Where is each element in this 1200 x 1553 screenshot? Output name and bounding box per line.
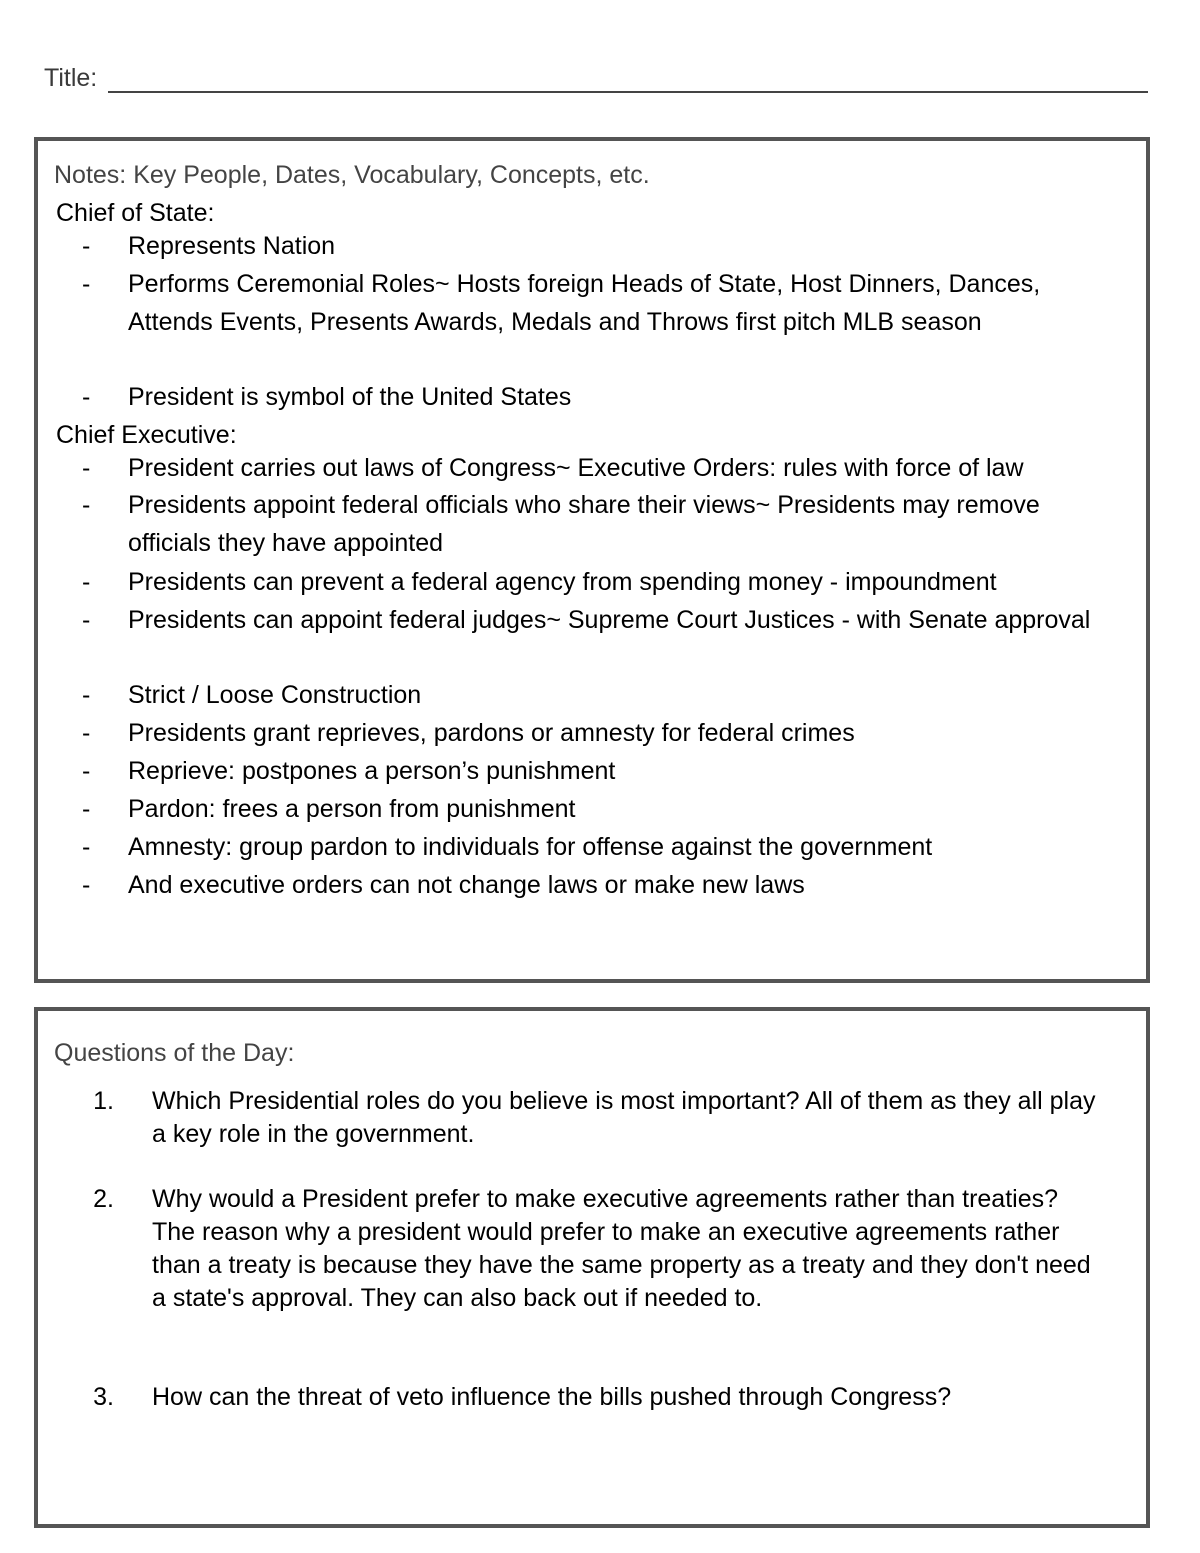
question-text: Which Presidential roles do you believe is most important? All of them as they all play a key role in the government. [152, 1087, 1096, 1148]
list-item [82, 867, 1122, 905]
question-number: 1. [93, 1087, 114, 1115]
question-item [78, 1085, 1098, 1151]
bullet-text: Presidents grant reprieves, pardons or amnesty for federal crimes [128, 719, 855, 747]
bullet-text: Presidents can prevent a federal agency from spending money - impoundment [128, 568, 997, 596]
bullet-dash: - [82, 383, 91, 411]
list-item [82, 677, 1122, 715]
list-item [82, 715, 1122, 753]
list-item [82, 450, 1122, 488]
question-number: 3. [93, 1383, 114, 1411]
question-number: 2. [93, 1185, 114, 1213]
bullet-text: Presidents can appoint federal judges~ Supreme Court Justices - with Senate approval [128, 606, 1091, 634]
notes-box [34, 137, 1150, 983]
bullet-text: And executive orders can not change laws or make new laws [128, 871, 805, 899]
bullet-text: President carries out laws of Congress~ Executive Orders: rules with force of law [128, 454, 1024, 482]
question-item [78, 1183, 1098, 1315]
title-blank-line [108, 91, 1148, 93]
questions-box [34, 1007, 1150, 1528]
list-item [82, 379, 1122, 417]
list-item [82, 564, 1122, 602]
question-item [78, 1381, 1098, 1414]
bullet-text: Amnesty: group pardon to individuals for offense against the government [128, 833, 933, 861]
bullet-text: Strict / Loose Construction [128, 681, 422, 709]
list-item [82, 829, 1122, 867]
bullet-text: Represents Nation [128, 232, 336, 260]
questions-heading: Questions of the Day: [54, 1039, 295, 1067]
bullet-dash: - [82, 454, 91, 482]
list-item [82, 266, 1122, 341]
bullet-text: Reprieve: postpones a person’s punishment [128, 757, 616, 785]
question-text: How can the threat of veto influence the bills pushed through Congress? [152, 1383, 952, 1411]
list-item [82, 602, 1122, 640]
bullet-text: Presidents appoint federal officials who share their views~ Presidents may remove officials they have appointed [128, 491, 1040, 557]
notes-heading: Notes: Key People, Dates, Vocabulary, Concepts, etc. [54, 161, 650, 189]
bullet-dash: - [82, 232, 91, 260]
bullet-dash: - [82, 719, 91, 747]
bullet-dash: - [82, 491, 91, 519]
bullet-dash: - [82, 568, 91, 596]
section-chief-of-state-heading: Chief of State: [56, 199, 215, 227]
bullet-dash: - [82, 270, 91, 298]
bullet-dash: - [82, 606, 91, 634]
bullet-dash: - [82, 871, 91, 899]
section-chief-executive-heading: Chief Executive: [56, 421, 237, 449]
bullet-text: Performs Ceremonial Roles~ Hosts foreign Heads of State, Host Dinners, Dances, Attends Events, Presents Awards, Medals and Throws first pitch MLB season [128, 270, 1041, 336]
bullet-text: Pardon: frees a person from punishment [128, 795, 576, 823]
bullet-dash: - [82, 681, 91, 709]
question-text: Why would a President prefer to make executive agreements rather than treaties? The reason why a president would prefer to make an executive agreements rather than a treaty is because they have the same property as a treaty and they don't need a state's approval. They can also back out if needed to. [152, 1185, 1091, 1312]
bullet-dash: - [82, 795, 91, 823]
list-item [82, 228, 1122, 266]
title-label: Title: [44, 64, 98, 92]
bullet-dash: - [82, 833, 91, 861]
list-item [82, 487, 1122, 562]
list-item [82, 753, 1122, 791]
bullet-dash: - [82, 757, 91, 785]
title-field [44, 62, 1148, 96]
bullet-text: President is symbol of the United States [128, 383, 572, 411]
list-item [82, 791, 1122, 829]
